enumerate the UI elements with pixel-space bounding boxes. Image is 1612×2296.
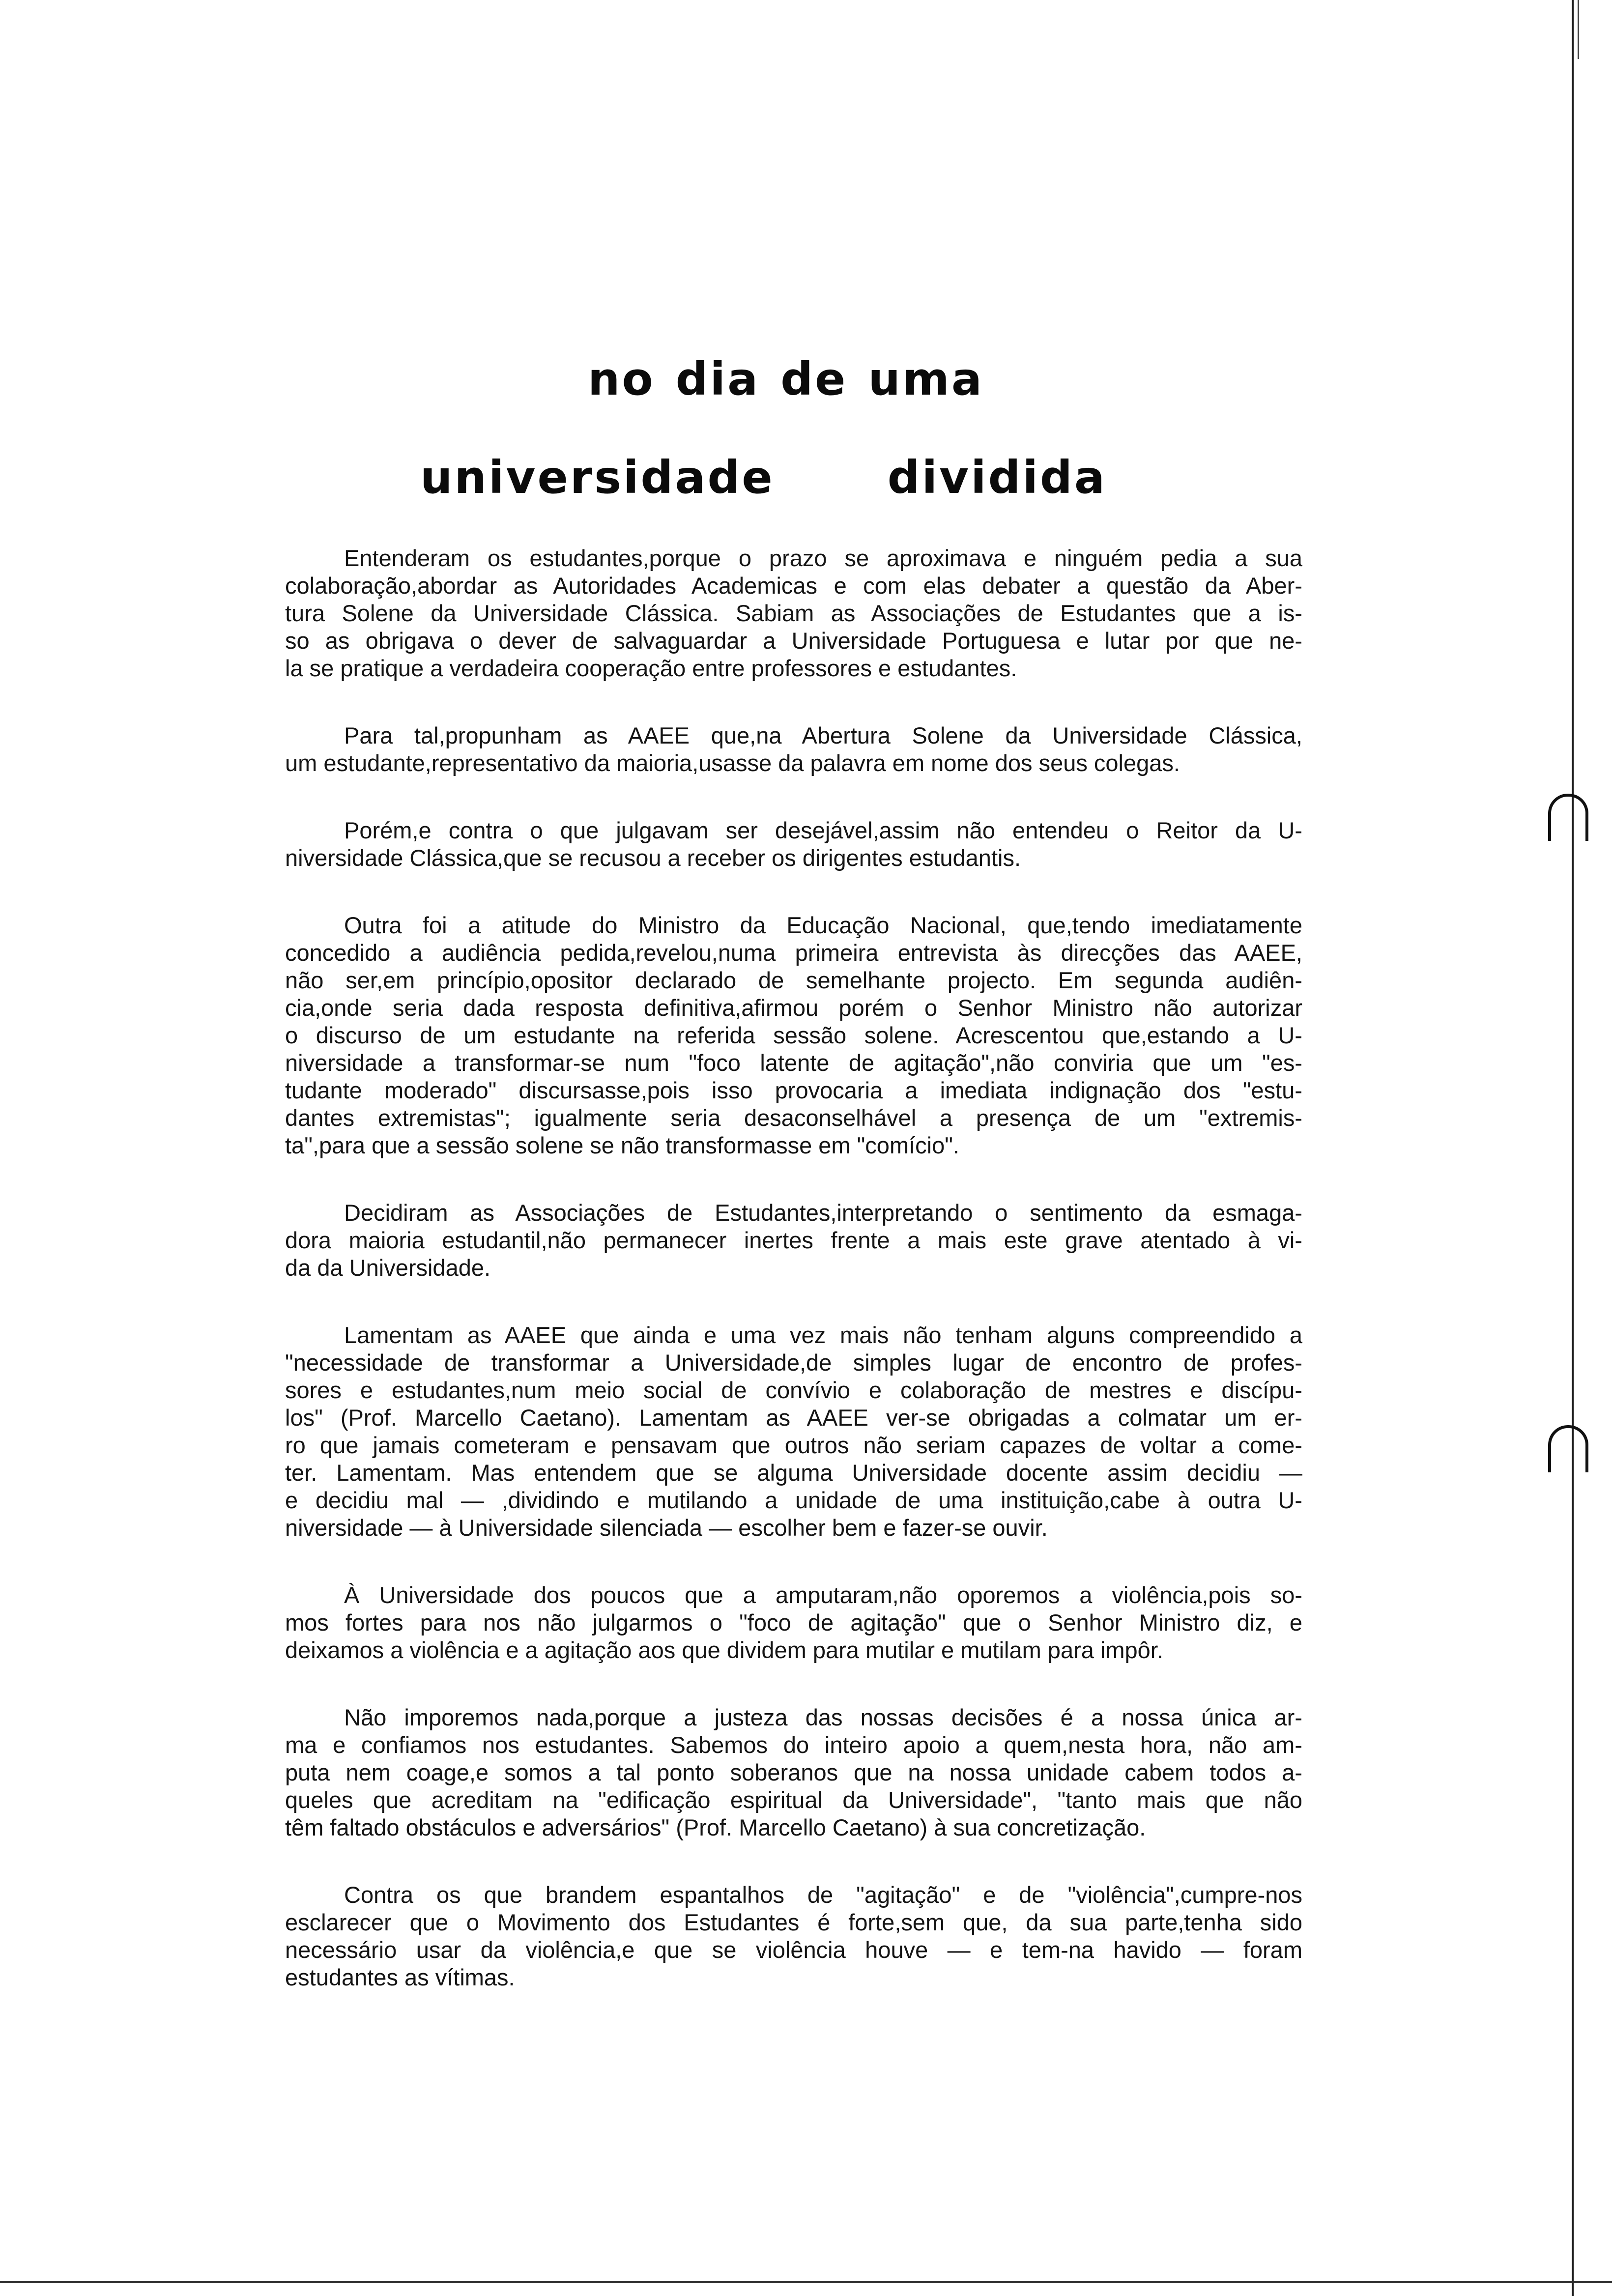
text-line: Contra os que brandem espantalhos de "agitação" e de "violência",cumpre-nos: [344, 1882, 1302, 1908]
text-line: ter. Lamentam. Mas entendem que se alguma Universidade docente assim decidiu —: [285, 1460, 1302, 1486]
text-line: ro que jamais cometeram e pensavam que outros não seriam capazes de voltar a come-: [285, 1432, 1302, 1458]
article-body: [285, 545, 1302, 2031]
paragraph: [285, 1881, 1302, 1991]
text-line: colaboração,abordar as Autoridades Academicas e com elas debater a questão da Aber-: [285, 573, 1302, 599]
text-line: À Universidade dos poucos que a amputaram,não oporemos a violência,pois so-: [344, 1582, 1302, 1608]
text-line: estudantes as vítimas.: [285, 1964, 515, 1990]
text-line: ma e confiamos nos estudantes. Sabemos do inteiro apoio a quem,nesta hora, não am-: [285, 1732, 1302, 1758]
text-line: concedido a audiência pedida,revelou,numa primeira entrevista às direcções das AAEE,: [285, 940, 1302, 966]
title-word: dividida: [887, 451, 1107, 504]
text-line: la se pratique a verdadeira cooperação entre professores e estudantes.: [285, 655, 1017, 681]
text-line: têm faltado obstáculos e adversários" (Prof. Marcello Caetano) à sua concretização.: [285, 1814, 1146, 1840]
binder-edge-mark: [1578, 0, 1579, 59]
paragraph: [285, 1704, 1302, 1841]
text-line: um estudante,representativo da maioria,usasse da palavra em nome dos seus colegas.: [285, 750, 1180, 776]
text-line: mos fortes para nos não julgarmos o "foco de agitação" que o Senhor Ministro diz, e: [285, 1609, 1302, 1636]
text-line: Para tal,propunham as AAEE que,na Abertura Solene da Universidade Clássica,: [344, 722, 1302, 748]
text-line: dantes extremistas"; igualmente seria desaconselhável a presença de um "extremis-: [285, 1105, 1302, 1131]
text-line: niversidade — à Universidade silenciada — escolher bem e fazer-se ouvir.: [285, 1515, 1048, 1541]
title-word: de: [780, 353, 848, 405]
title-word: dia: [675, 353, 760, 405]
punch-hole-top: [1548, 794, 1588, 841]
text-line: tudante moderado" discursasse,pois isso provocaria a imediata indignação dos "estu-: [285, 1077, 1302, 1103]
paragraph: [285, 722, 1302, 777]
text-line: esclarecer que o Movimento dos Estudantes é forte,sem que, da sua parte,tenha sido: [285, 1909, 1302, 1935]
title-line-2: [420, 451, 1107, 504]
text-line: ta",para que a sessão solene se não transformasse em "comício".: [285, 1132, 959, 1158]
text-line: cia,onde seria dada resposta definitiva,afirmou porém o Senhor Ministro não autorizar: [285, 995, 1302, 1021]
title-line-1: [588, 353, 1005, 405]
text-line: dora maioria estudantil,não permanecer inertes frente a mais este grave atentado à vi-: [285, 1227, 1302, 1253]
text-line: Decidiram as Associações de Estudantes,interpretando o sentimento da esmaga-: [344, 1200, 1302, 1226]
punch-hole-bottom: [1548, 1425, 1588, 1472]
title-word: no: [588, 353, 655, 405]
text-line: tura Solene da Universidade Clássica. Sabiam as Associações de Estudantes que a is-: [285, 600, 1302, 626]
paragraph: [285, 1199, 1302, 1282]
text-line: o discurso de um estudante na referida sessão solene. Acrescentou que,estando a U-: [285, 1022, 1302, 1048]
paragraph: [285, 912, 1302, 1159]
text-line: los" (Prof. Marcello Caetano). Lamentam as AAEE ver-se obrigadas a colmatar um er-: [285, 1405, 1302, 1431]
text-line: Entenderam os estudantes,porque o prazo se aproximava e ninguém pedia a sua: [344, 545, 1302, 571]
text-line: e decidiu mal — ,dividindo e mutilando a unidade de uma instituição,cabe à outra U-: [285, 1487, 1302, 1513]
text-line: da da Universidade.: [285, 1255, 491, 1281]
title-word: universidade: [420, 451, 775, 504]
paragraph: [285, 1581, 1302, 1664]
binder-edge-line: [1572, 0, 1574, 2296]
text-line: so as obrigava o dever de salvaguardar a Universidade Portuguesa e lutar por que ne-: [285, 628, 1302, 654]
title-word: uma: [868, 353, 984, 405]
text-line: Lamentam as AAEE que ainda e uma vez mais não tenham alguns compreendido a: [344, 1322, 1302, 1348]
paragraph: [285, 1321, 1302, 1542]
paragraph: [285, 817, 1302, 872]
text-line: não ser,em princípio,opositor declarado de semelhante projecto. Em segunda audiên-: [285, 967, 1302, 993]
text-line: sores e estudantes,num meio social de convívio e colaboração de mestres e discípu-: [285, 1377, 1302, 1403]
text-line: "necessidade de transformar a Universidade,de simples lugar de encontro de profes-: [285, 1349, 1302, 1376]
text-line: Outra foi a atitude do Ministro da Educação Nacional, que,tendo imediatamente: [344, 912, 1302, 938]
text-line: puta nem coage,e somos a tal ponto soberanos que na nossa unidade cabem todos a-: [285, 1759, 1302, 1785]
text-line: Não imporemos nada,porque a justeza das nossas decisões é a nossa única ar-: [344, 1704, 1302, 1730]
text-line: deixamos a violência e a agitação aos que dividem para mutilar e mutilam para impôr.: [285, 1637, 1163, 1663]
text-line: niversidade a transformar-se num "foco latente de agitação",não conviria que um "es-: [285, 1050, 1302, 1076]
text-line: queles que acreditam na "edificação espiritual da Universidade", "tanto mais que não: [285, 1787, 1302, 1813]
bottom-edge-line: [0, 2281, 1612, 2283]
paragraph: [285, 545, 1302, 682]
text-line: necessário usar da violência,e que se violência houve — e tem-na havido — foram: [285, 1937, 1302, 1963]
text-line: niversidade Clássica,que se recusou a receber os dirigentes estudantis.: [285, 845, 1021, 871]
text-line: Porém,e contra o que julgavam ser desejável,assim não entendeu o Reitor da U-: [344, 817, 1302, 843]
